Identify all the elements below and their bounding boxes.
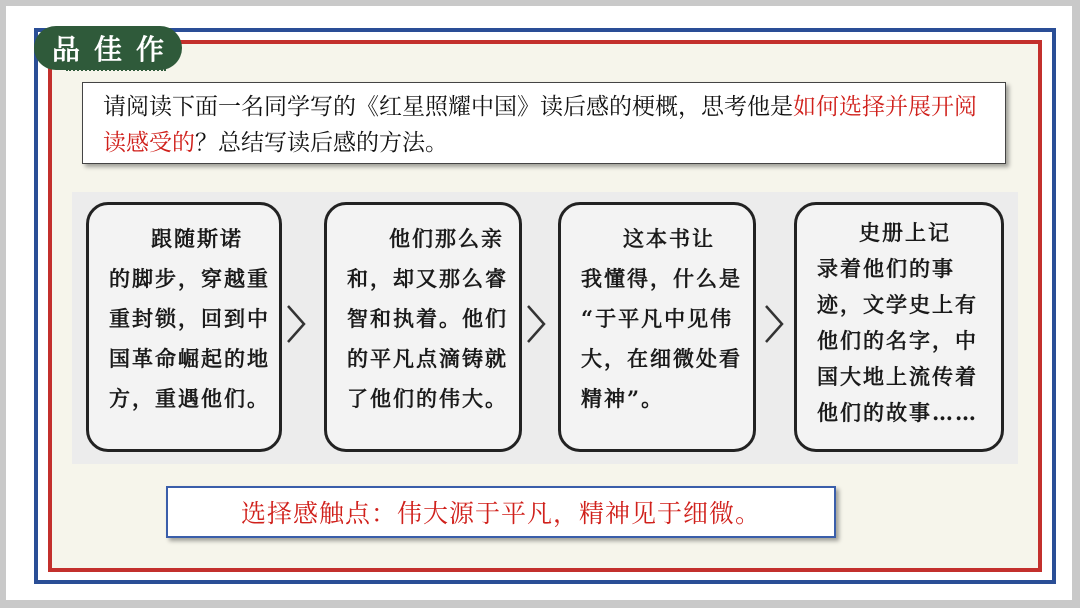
chevron-right-icon [764, 304, 784, 344]
question-text: 请阅读下面一名同学写的《红星照耀中国》读后感的梗概，思考他是 [103, 94, 793, 120]
question-text-end: ？总结写读后感的方法。 [195, 130, 448, 156]
card-line: 的脚步，穿越重 [109, 266, 270, 291]
card-line: 我懂得，什么是 [581, 266, 742, 291]
card-line: 了他们的伟大。 [347, 386, 508, 411]
question-box [82, 82, 1006, 164]
answer-box: 选择感触点：伟大源于平凡，精神见于细微。 [166, 486, 836, 538]
card-line: “于平凡中见伟 [581, 306, 734, 331]
card-line: 迹，文学史上有 [817, 292, 978, 317]
card-line: 的平凡点滴铸就 [347, 346, 508, 371]
outline-card-3 [558, 202, 756, 452]
card-line: 他们的故事…… [817, 400, 978, 425]
card-line: 大，在细微处看 [581, 346, 742, 371]
card-line: 精神”。 [581, 386, 665, 411]
card-line: 史册上记 [859, 220, 951, 245]
card-line: 智和执着。他们 [347, 306, 508, 331]
card-line: 跟随斯诺 [151, 226, 243, 251]
chevron-right-icon [526, 304, 546, 344]
outline-card-1 [86, 202, 282, 452]
chevron-right-icon [286, 304, 306, 344]
card-line: 这本书让 [623, 226, 715, 251]
card-line: 方，重遇他们。 [109, 386, 270, 411]
outline-image [72, 192, 1018, 464]
outline-card-2 [324, 202, 522, 452]
card-line: 他们的名字，中 [817, 328, 978, 353]
card-line: 国革命崛起的地 [109, 346, 270, 371]
card-line: 国大地上流传着 [817, 364, 978, 389]
card-line: 录着他们的事 [817, 256, 955, 281]
card-line: 重封锁，回到中 [109, 306, 270, 331]
card-line: 他们那么亲 [389, 226, 504, 251]
slide [6, 6, 1072, 600]
question-highlight: 如何选择并展开阅读感受的 [103, 94, 977, 156]
section-badge: 品佳作 [34, 26, 182, 70]
outline-card-4 [794, 202, 1004, 452]
badge-underline [66, 69, 166, 71]
card-line: 和，却又那么睿 [347, 266, 508, 291]
